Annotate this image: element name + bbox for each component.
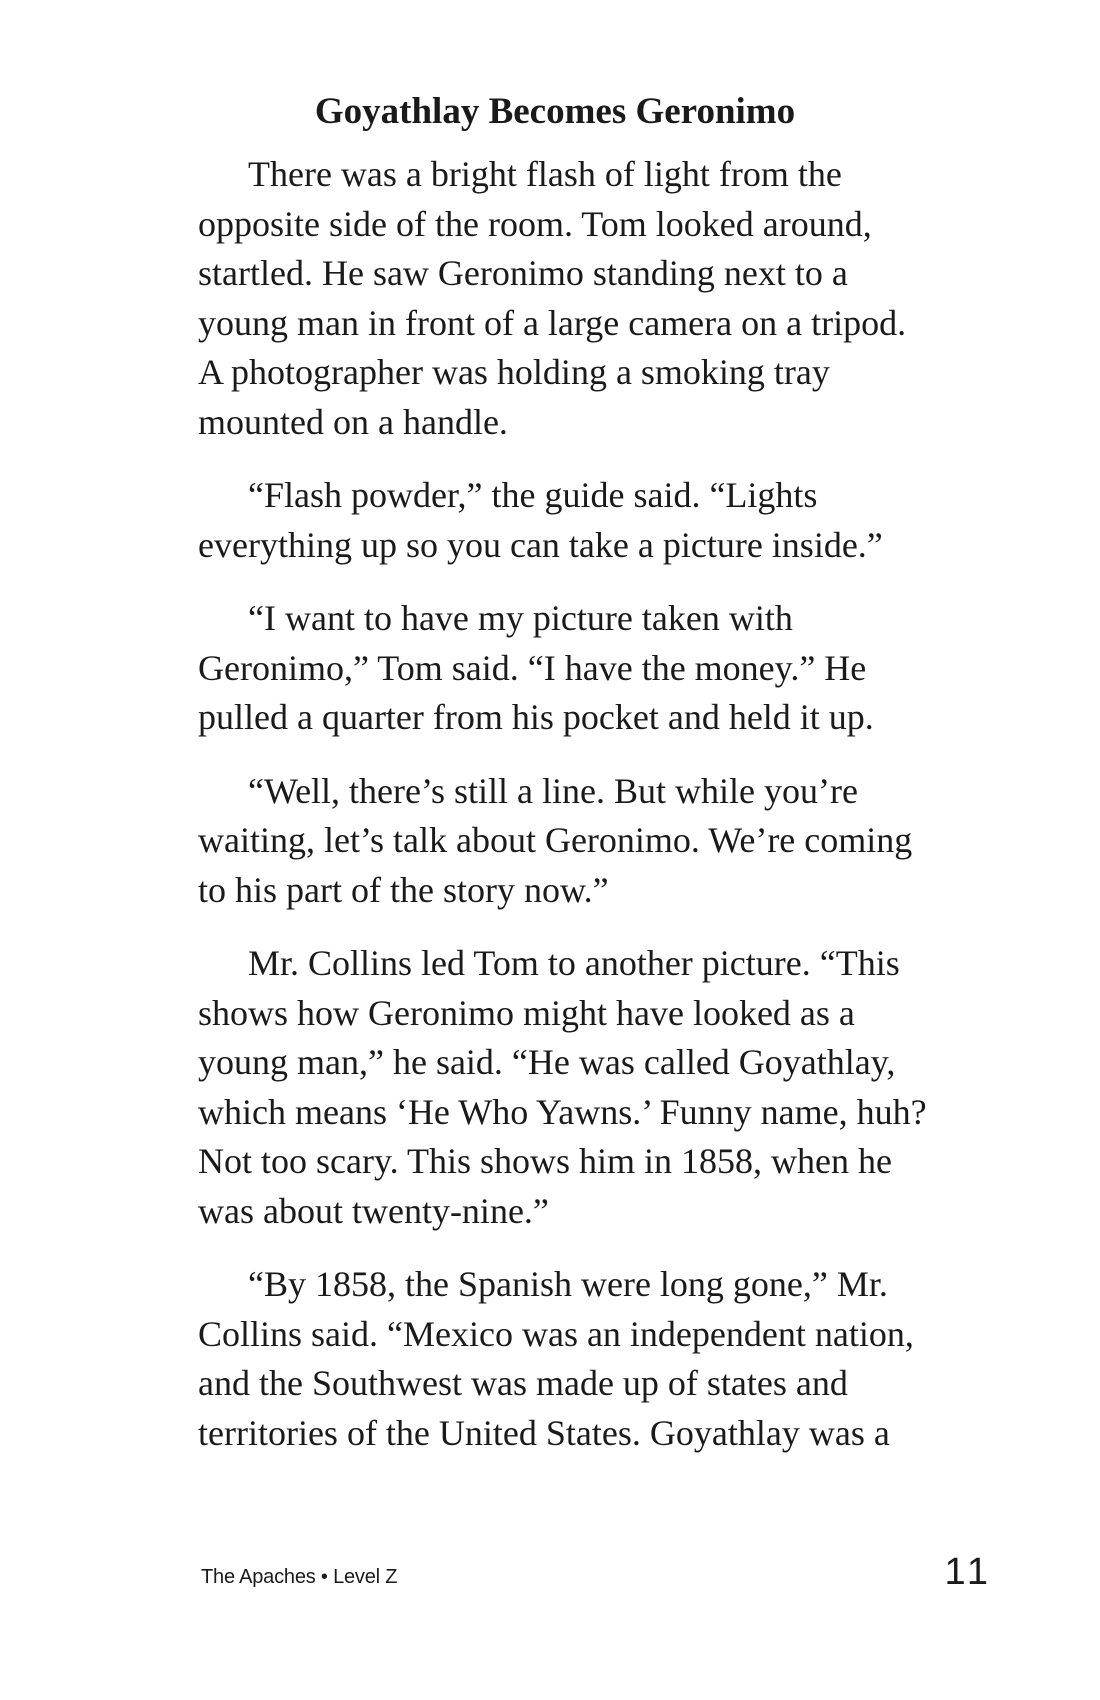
chapter-body bbox=[198, 150, 1008, 1482]
text-line: “Flash powder,” the guide said. “Lights bbox=[248, 475, 818, 515]
page-number: 11 bbox=[944, 1551, 992, 1593]
text-line: young man,” he said. “He was called Goyathlay, bbox=[198, 1042, 896, 1082]
text-line: “I want to have my picture taken with bbox=[248, 598, 793, 638]
text-line: to his part of the story now.” bbox=[198, 869, 609, 910]
text-line: and the Southwest was made up of states and bbox=[198, 1363, 848, 1403]
text-line: Collins said. “Mexico was an independent nation, bbox=[198, 1313, 914, 1354]
text-line: Geronimo,” Tom said. “I have the money.” He bbox=[198, 647, 867, 688]
text-line: Not too scary. This shows him in 1858, when he bbox=[198, 1141, 892, 1181]
paragraph-1 bbox=[198, 150, 1008, 447]
paragraph-5 bbox=[198, 939, 1008, 1236]
text-line: “By 1858, the Spanish were long gone,” Mr. bbox=[248, 1264, 888, 1304]
text-line: shows how Geronimo might have looked as a bbox=[198, 992, 855, 1033]
text-line: mounted on a handle. bbox=[198, 401, 508, 442]
book-footer-label: The Apaches • Level Z bbox=[201, 1566, 398, 1588]
text-line: There was a bright flash of light from the bbox=[248, 154, 842, 194]
paragraph-6 bbox=[198, 1260, 1008, 1458]
text-line: everything up so you can take a picture inside.” bbox=[198, 524, 883, 565]
paragraph-3 bbox=[198, 594, 1008, 743]
text-line: was about twenty-nine.” bbox=[198, 1190, 549, 1231]
text-line: Mr. Collins led Tom to another picture. “This bbox=[248, 943, 900, 983]
paragraph-2 bbox=[198, 471, 1008, 570]
text-line: waiting, let’s talk about Geronimo. We’re coming bbox=[198, 820, 913, 860]
text-line: pulled a quarter from his pocket and held it up. bbox=[198, 697, 874, 737]
text-line: which means ‘He Who Yawns.’ Funny name, huh? bbox=[198, 1091, 927, 1132]
text-line: young man in front of a large camera on a tripod. bbox=[198, 302, 907, 343]
text-line: territories of the United States. Goyathlay was a bbox=[198, 1412, 890, 1453]
text-line: opposite side of the room. Tom looked around, bbox=[198, 203, 872, 244]
text-line: startled. He saw Geronimo standing next to a bbox=[198, 253, 848, 293]
chapter-title: Goyathlay Becomes Geronimo bbox=[314, 91, 796, 132]
paragraph-4 bbox=[198, 767, 1008, 916]
text-line: “Well, there’s still a line. But while you’re bbox=[248, 770, 858, 811]
text-line: A photographer was holding a smoking tray bbox=[198, 352, 830, 392]
